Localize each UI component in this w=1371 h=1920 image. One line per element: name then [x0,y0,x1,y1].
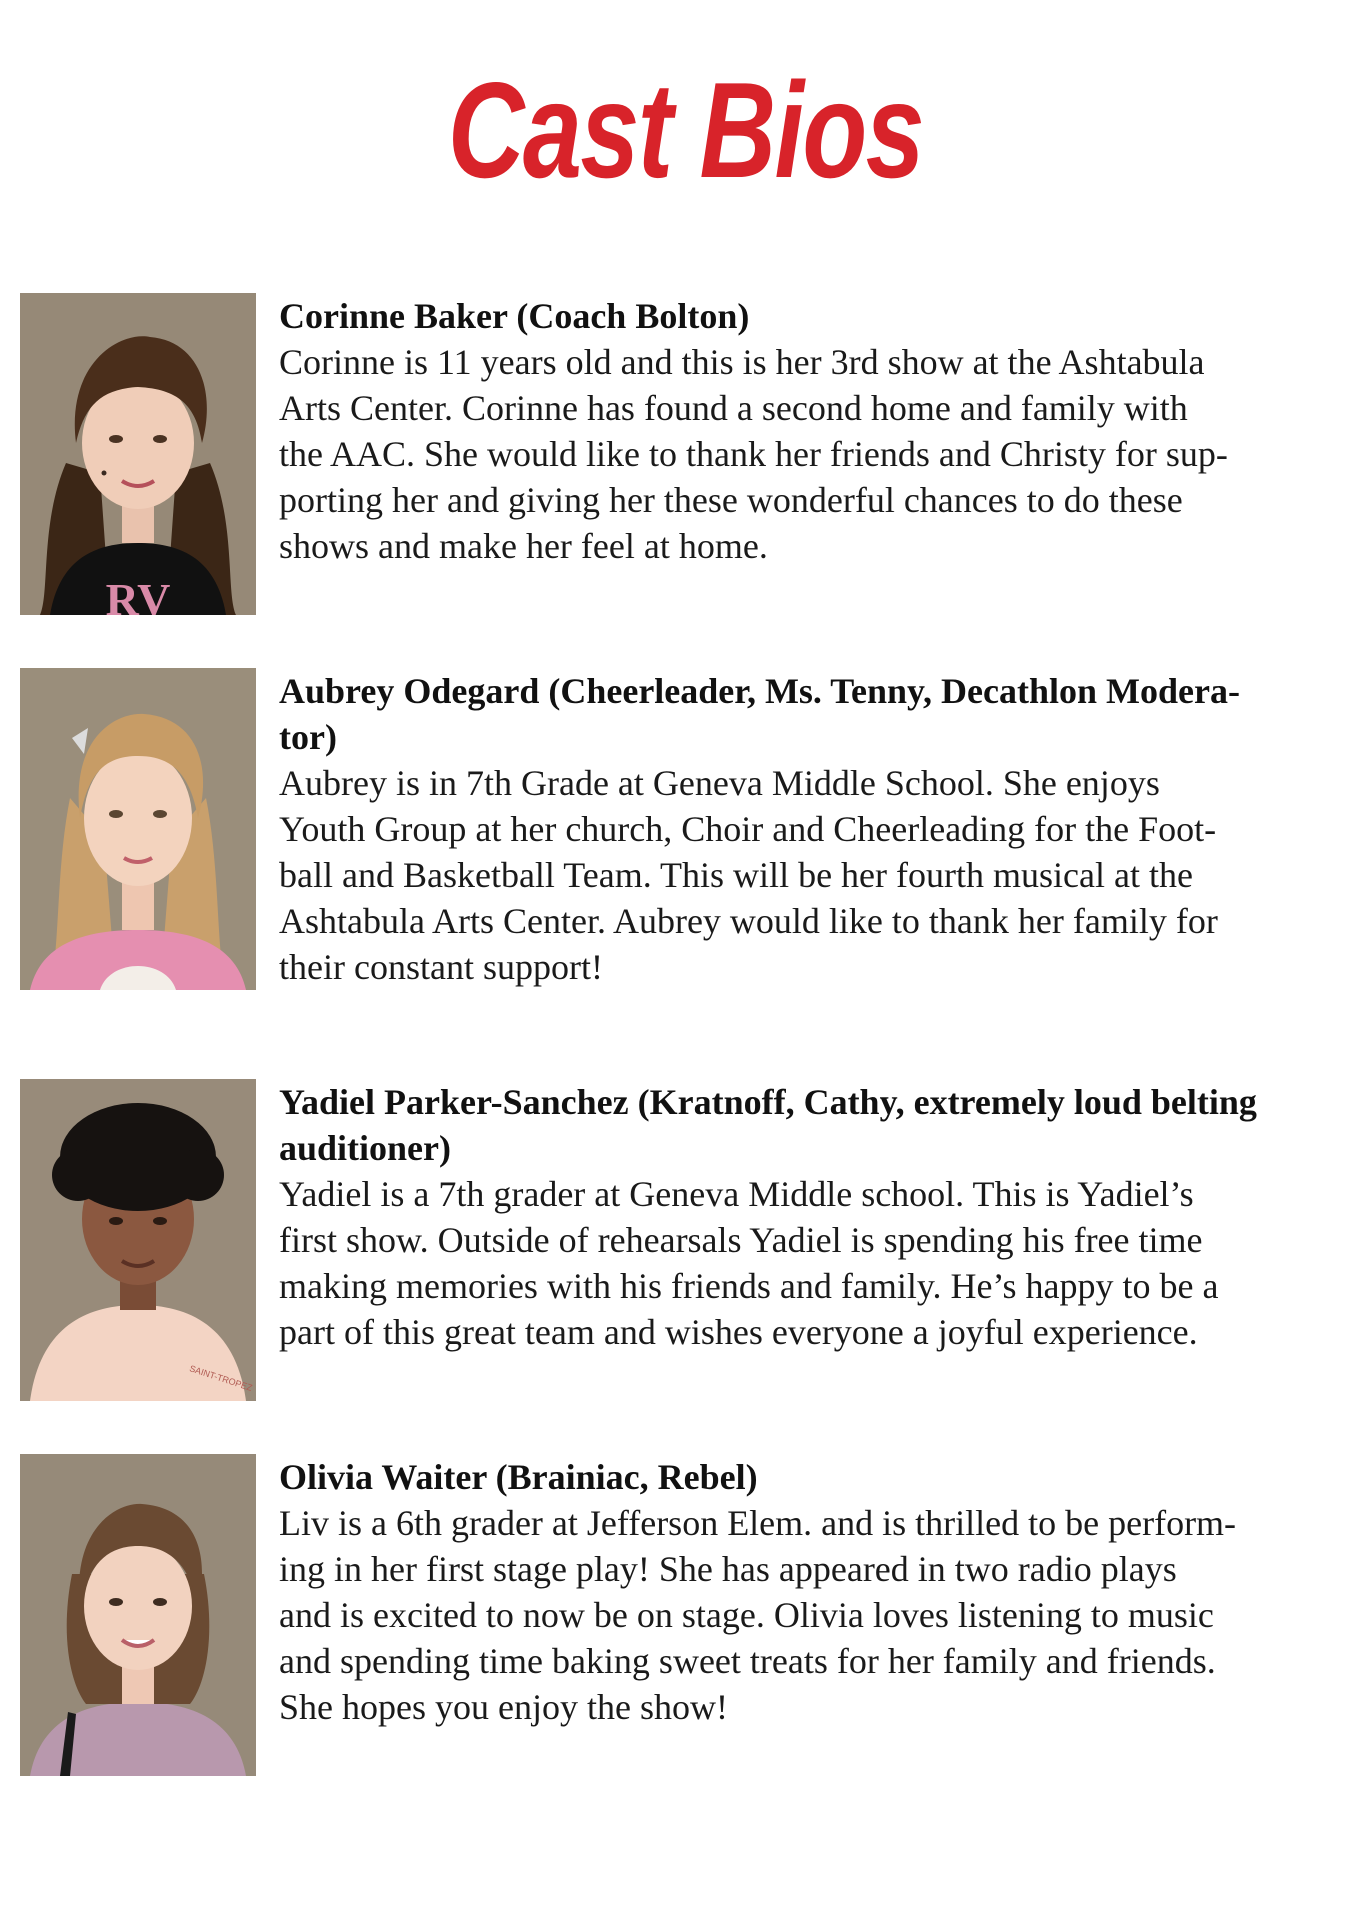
shirt-print: SAINT-TROPEZ [188,1363,254,1394]
cast-description: Corinne is 11 years old and this is her 3rd show at the Ashtabula Arts Center. Corinne has found a second home and family with the AAC. She would like to thank her friends and Christy for sup- porting her and giving her these wonderful chances to do these shows and make her feel at home. [279,342,1228,566]
cast-description: Yadiel is a 7th grader at Geneva Middle school. This is Yadiel’s first show. Outside of rehearsals Yadiel is spending his free time making memories with his friends and family. He’s happy to be a part of this great team and wishes everyone a joyful experience. [279,1174,1219,1352]
bio-text [279,668,1357,990]
headshot-yadiel-parker-sanchez [20,1079,256,1401]
bio-text [279,1079,1357,1355]
cast-description: Aubrey is in 7th Grade at Geneva Middle School. She enjoys Youth Group at her church, Choir and Cheerleading for the Foot- ball and Basketball Team. This will be her fourth musical at the Ashtabula Arts Center. Aubrey would like to thank her family for their constant support! [279,763,1218,987]
cast-description: Liv is a 6th grader at Jefferson Elem. and is thrilled to be perform- ing in her first stage play! She has appeared in two radio plays and is excited to now be on stage. Olivia loves listening to music and spending time baking sweet treats for her family and friends. She hopes you enjoy the show! [279,1503,1237,1727]
bio-text [279,1454,1357,1730]
bio-text [279,293,1357,569]
page-title: Cast Bios [447,54,924,206]
cast-name: Olivia Waiter (Brainiac, Rebel) [279,1457,758,1497]
headshot-aubrey-odegard [20,668,256,990]
headshot-olivia-waiter [20,1454,256,1776]
cast-name: Corinne Baker (Coach Bolton) [279,296,750,336]
cast-name: Aubrey Odegard (Cheerleader, Ms. Tenny, Decathlon Modera- tor) [279,671,1240,757]
cast-name: Yadiel Parker-Sanchez (Kratnoff, Cathy, extremely loud belting auditioner) [279,1082,1257,1168]
headshot-corinne-baker [20,293,256,615]
shirt-print: RV [105,574,171,615]
